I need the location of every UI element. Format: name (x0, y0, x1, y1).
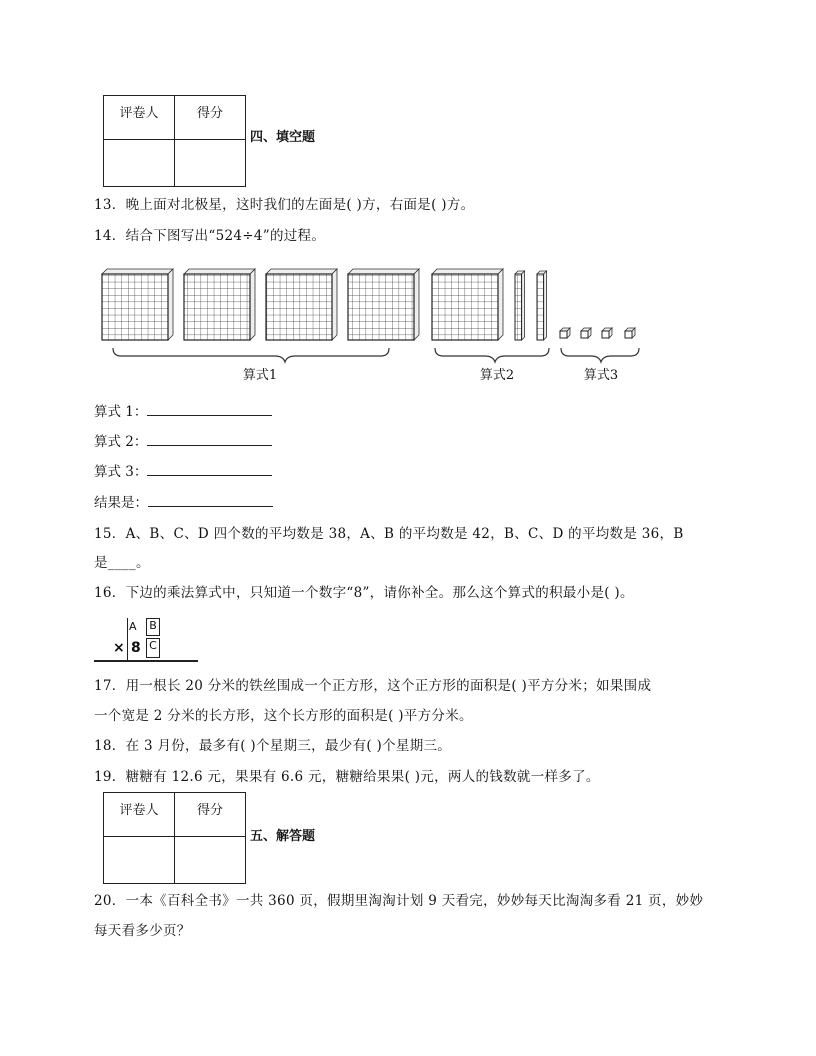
figure-label-1: 算式1 (242, 368, 278, 383)
hundred-block-side (498, 269, 503, 340)
brace-2 (435, 348, 549, 362)
answer-line-4 (94, 492, 273, 513)
unit-cube (581, 331, 588, 338)
question-17-line2: 一个宽是 2 分米的长方形，这个长方形的面积是( )平方分米。 (94, 708, 473, 724)
ten-rod (537, 274, 544, 340)
hundred-block (348, 274, 414, 340)
answer-blank[interactable] (147, 431, 272, 446)
answer-label: 算式 2： (94, 434, 148, 450)
reviewer-header: 评卷人 (104, 96, 175, 140)
hundred-block-side (332, 269, 337, 340)
unit-cube (625, 331, 632, 338)
answer-blank[interactable] (148, 492, 273, 507)
answer-label: 算式 1： (94, 404, 148, 420)
ten-rod (515, 274, 522, 340)
figure-label-3: 算式3 (583, 368, 619, 383)
answer-line-3 (94, 461, 272, 482)
figure-label-2: 算式2 (479, 368, 515, 383)
unit-cube (602, 331, 609, 338)
result-line (94, 660, 198, 662)
hundred-block-top (348, 269, 419, 274)
hundred-block (102, 274, 168, 340)
unit-cube (560, 331, 567, 338)
digit-b-box: B (146, 618, 160, 636)
reviewer-cell[interactable] (104, 837, 175, 884)
score-table-section5 (103, 792, 246, 884)
brace-1 (113, 348, 389, 362)
hundred-block-side (168, 269, 173, 340)
question-15-line2: 是____。 (94, 555, 150, 571)
hundred-block-top (184, 269, 255, 274)
score-table-section4 (103, 95, 246, 187)
section4-title: 四、填空题 (250, 130, 316, 145)
multiplication-figure (94, 616, 198, 664)
hundred-block (184, 274, 250, 340)
question-13: 13．晚上面对北极星，这时我们的左面是( )方，右面是( )方。 (94, 197, 475, 213)
question-20-line1: 20．一本《百科全书》一共 360 页，假期里淘淘计划 9 天看完，妙妙每天比淘淘多看 21 页，妙妙 (94, 893, 704, 909)
question-20-line2: 每天看多少页？ (94, 923, 191, 939)
question-19: 19．糖糖有 12.6 元，果果有 6.6 元，糖糖给果果( )元，两人的钱数就一样多了。 (94, 769, 600, 785)
question-15-line1: 15．A、B、C、D 四个数的平均数是 38，A、B 的平均数是 42，B、C、D 的平均数是 36，B (94, 526, 684, 542)
question-18: 18．在 3 月份，最多有( )个星期三，最少有( )个星期三。 (94, 738, 452, 754)
digit-eight: 8 (131, 640, 141, 656)
hundred-block (432, 274, 498, 340)
score-cell[interactable] (175, 837, 246, 884)
score-cell[interactable] (175, 140, 246, 187)
question-14: 14．结合下图写出“524÷4”的过程。 (94, 228, 326, 244)
reviewer-cell[interactable] (104, 140, 175, 187)
hundred-block (266, 274, 332, 340)
times-sign: × (113, 640, 125, 656)
answer-blank[interactable] (147, 401, 272, 416)
reviewer-header: 评卷人 (104, 793, 175, 837)
hundred-block-side (414, 269, 419, 340)
digit-a: A (129, 620, 137, 633)
hundred-block-top (266, 269, 337, 274)
brace-3 (561, 348, 639, 362)
answer-label: 算式 3： (94, 464, 148, 480)
answer-blank[interactable] (147, 461, 272, 476)
hundred-block-top (432, 269, 503, 274)
hundred-block-top (102, 269, 173, 274)
answer-line-1 (94, 401, 272, 422)
score-header: 得分 (175, 96, 246, 140)
question-17-line1: 17．用一根长 20 分米的铁丝围成一个正方形，这个正方形的面积是( )平方分米；如果围成 (94, 678, 652, 694)
score-header: 得分 (175, 793, 246, 837)
answer-line-2 (94, 431, 272, 452)
answer-label: 结果是： (94, 495, 148, 511)
digit-c-box: C (146, 638, 160, 658)
section5-title: 五、解答题 (250, 829, 316, 844)
vertical-rule (127, 618, 128, 660)
question-16: 16．下边的乘法算式中，只知道一个数字“8”，请你补全。那么这个算式的积最小是( )。 (94, 585, 634, 601)
hundred-block-side (250, 269, 255, 340)
